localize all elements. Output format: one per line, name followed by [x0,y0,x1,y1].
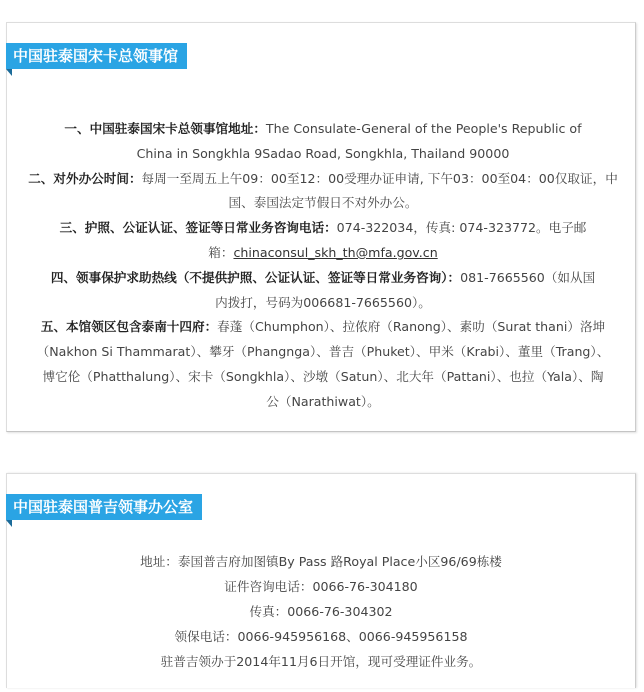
address-line-1 [25,117,621,142]
hotline-line-2: 内拨打，号码为006681-7665560）。 [215,294,431,310]
phuket-protection-phone: 领保电话：0066-945956168、0066-945956158 [174,629,468,644]
phuket-address: 地址：泰国普吉府加图镇By Pass 路Royal Place小区96/69栋楼 [140,554,502,569]
phuket-opening-note: 驻普吉领办于2014年11月6日开馆，现可受理证件业务。 [160,654,482,669]
district-line-4: 公（Narathiwat）。 [266,393,380,409]
consulate-info [25,117,621,415]
section-title: 中国驻泰国普吉领事办公室 [13,498,194,516]
address-text-1: The Consulate-General of the People's Republic of [265,121,582,136]
hours-text-1: 每周一至周五上午09：00至12：00受理办证申请, 下午03：00至04：00仅取证，中 [141,170,618,186]
hotline-text-1: 081-7665560（如从国 [460,269,596,285]
phuket-fax: 传真：0066-76-304302 [249,604,393,619]
address-label: 一、中国驻泰国宋卡总领事馆地址： [64,121,266,136]
phuket-office-card [6,473,636,688]
email-prefix: 箱： [208,244,234,260]
tag-fold-corner [6,69,12,76]
hours-line-1 [25,167,621,192]
section-title-tag [6,494,202,520]
phuket-office-info [7,549,635,674]
phuket-consult-phone: 证件咨询电话：0066-76-304180 [224,579,418,594]
district-line-3: 博它伦（Phatthalung）、宋卡（Songkhla）、沙墩（Satun）、北大年（Pattani）、也拉（Yala）、陶 [42,368,604,384]
hotline-label: 四、领事保护求助热线（不提供护照、公证认证、签证等日常业务咨询）： [50,269,461,285]
phone-text-1: 074-322034，传真: 074-323772。电子邮 [336,220,587,236]
district-label: 五、本馆领区包含泰南十四府： [40,319,218,335]
district-text-1: 春蓬（Chumphon）、拉侬府（Ranong）、素叻（Surat thani）洛坤 [217,319,606,335]
address-line-2: China in Songkhla 9Sadao Road, Songkhla, Thailand 90000 [136,145,510,161]
phone-line-2 [25,241,621,266]
district-line-2: （Nakhon Si Thammarat）、攀牙（Phangnga）、普吉（Phuket）、甲米（Krabi）、董里（Trang）、 [36,344,610,360]
phone-label: 三、护照、公证认证、签证等日常业务咨询电话： [59,220,337,236]
hours-line-2: 国、泰国法定节假日不对外办公。 [228,195,418,211]
hours-label: 二、对外办公时间： [28,170,142,186]
district-line-1 [25,315,621,340]
email-link[interactable]: chinaconsul_skh_th@mfa.gov.cn [233,244,438,260]
section-title-tag [6,43,187,69]
consulate-card [6,22,636,432]
phone-line-1 [25,216,621,241]
tag-fold-corner [6,520,12,527]
section-title: 中国驻泰国宋卡总领事馆 [13,47,179,65]
hotline-line-1 [25,266,621,291]
